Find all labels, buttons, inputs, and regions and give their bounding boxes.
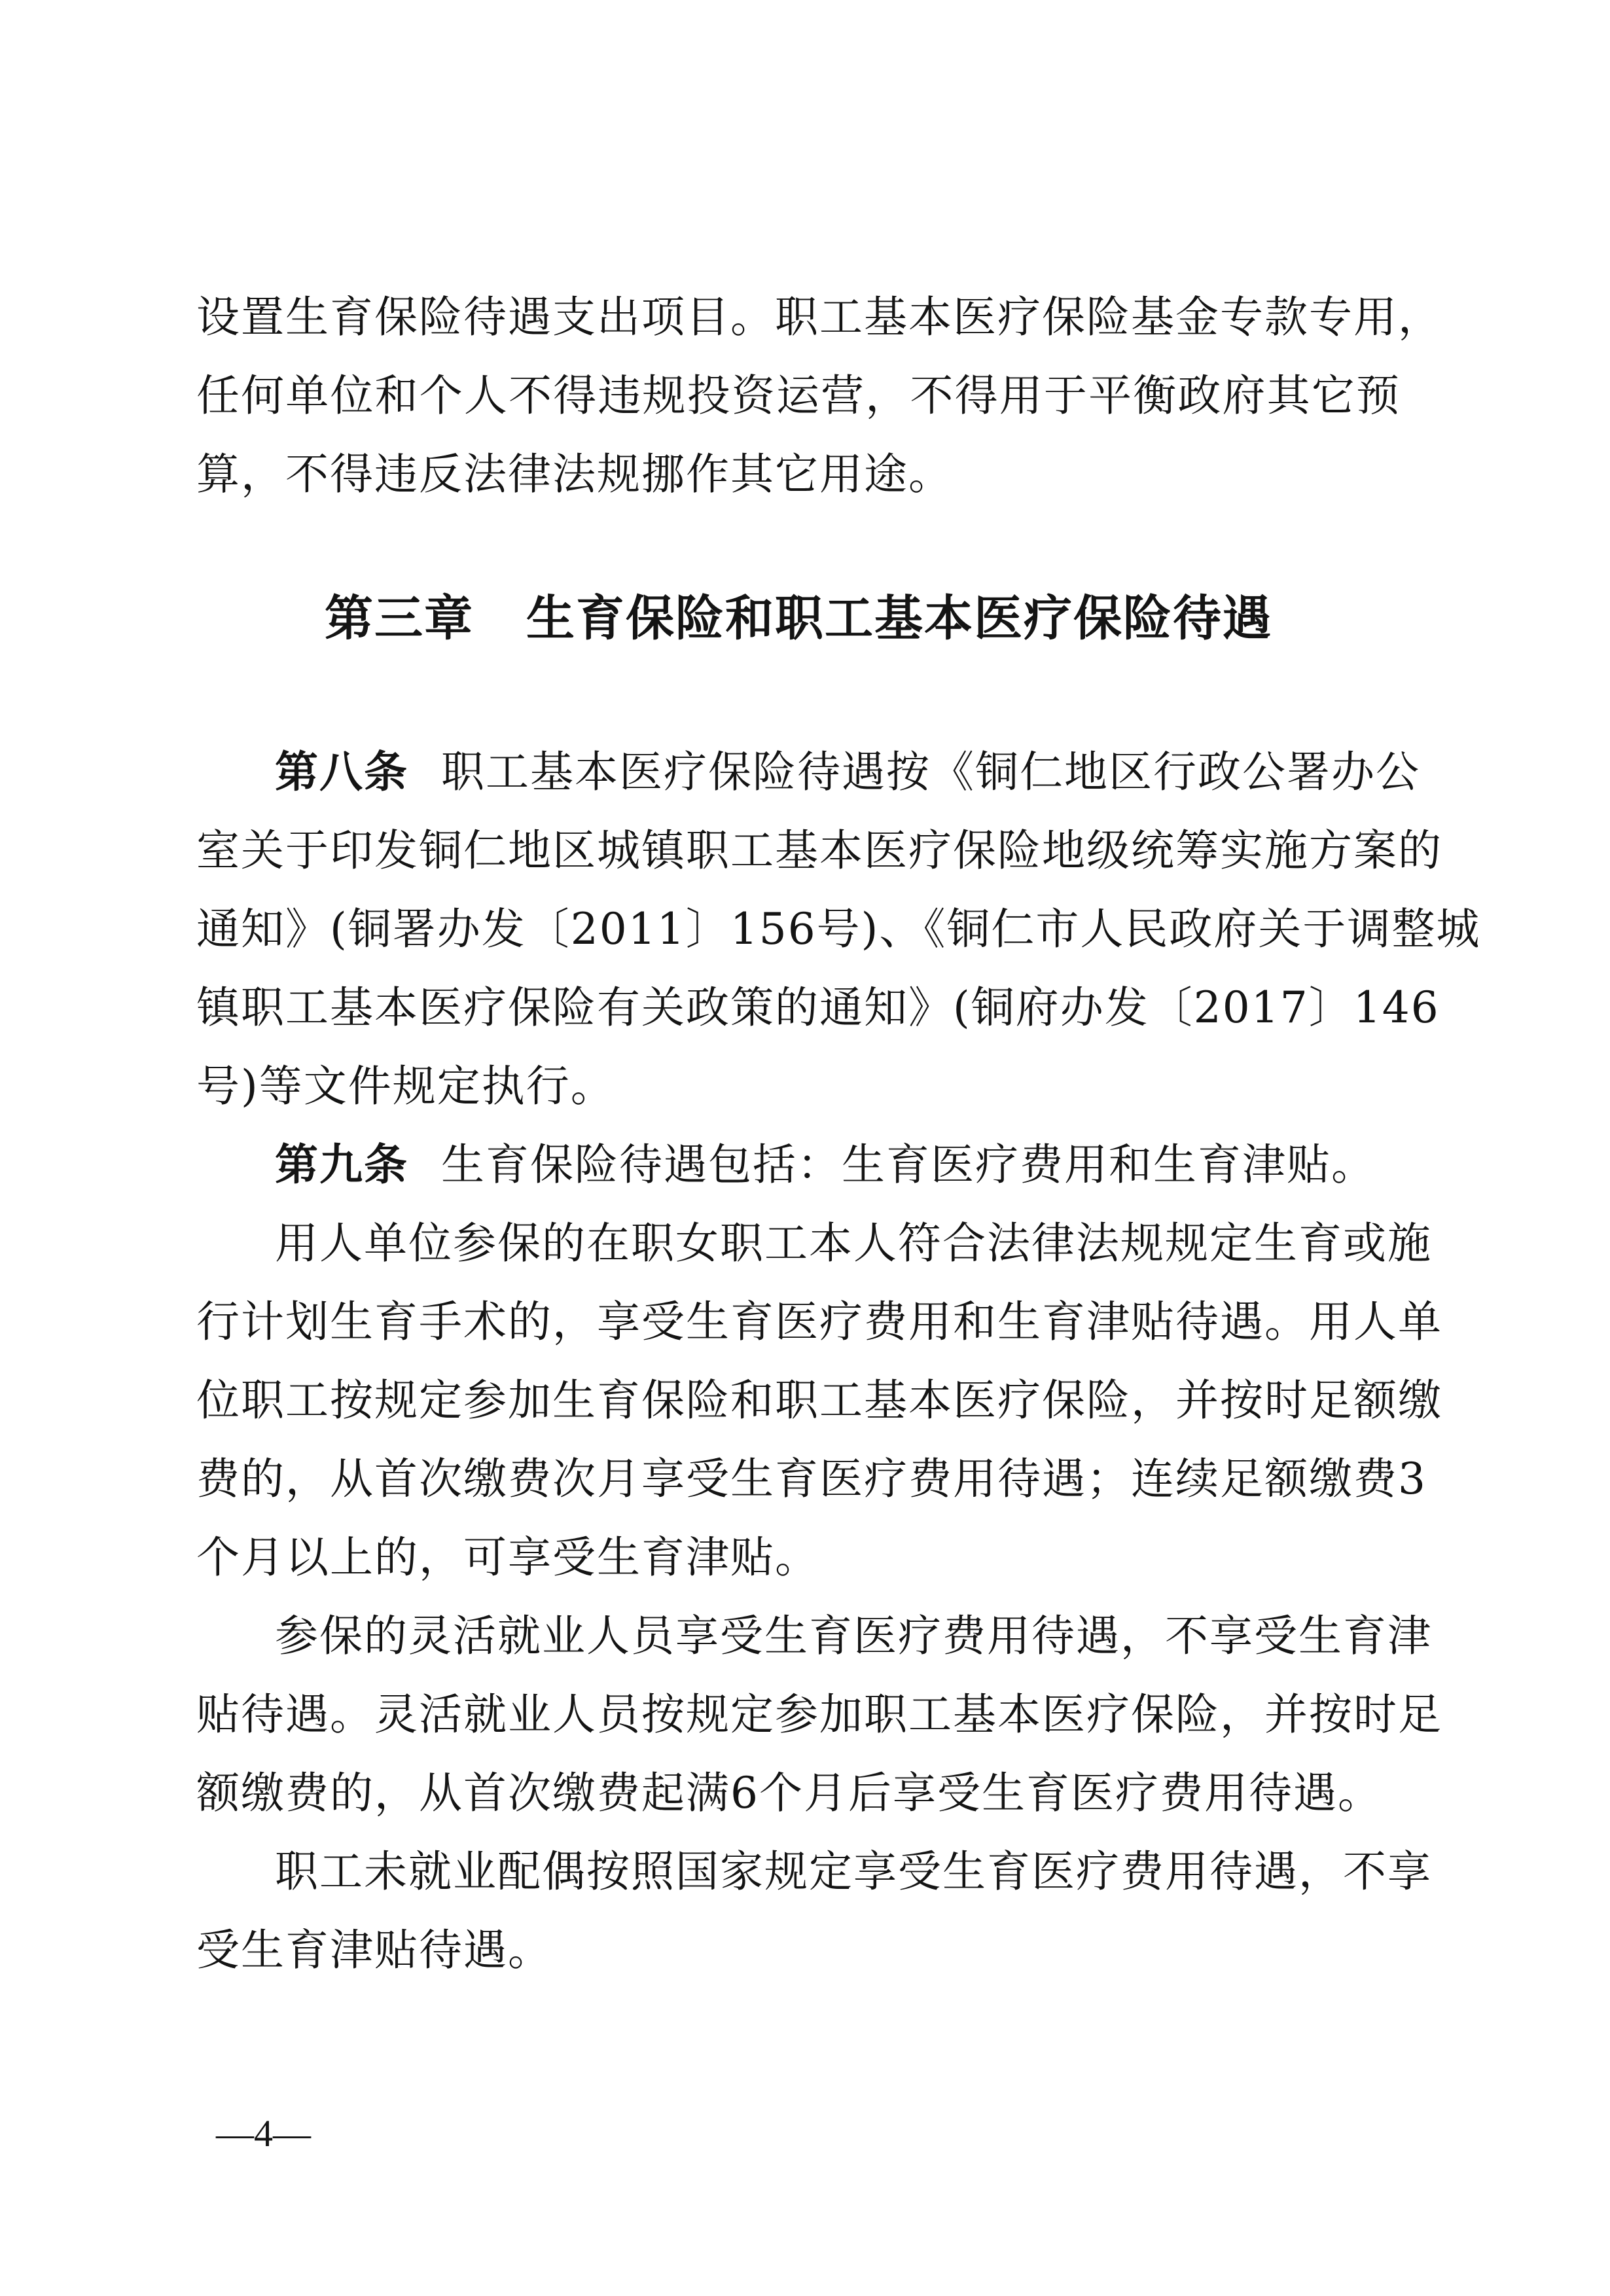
text-line: 通知》(铜署办发〔2011〕156号)、《铜仁市人民政府关于调整城 <box>196 904 1481 954</box>
text-line: 费的，从首次缴费次月享受生育医疗费用待遇；连续足额缴费3 <box>196 1454 1427 1504</box>
text-line: 职工未就业配偶按照国家规定享受生育医疗费用待遇，不享 <box>275 1846 1432 1897</box>
text-line: 行计划生育手术的，享受生育医疗费用和生育津贴待遇。用人单 <box>196 1297 1442 1347</box>
text-line: 号)等文件规定执行。 <box>196 1061 615 1111</box>
text-line: 镇职工基本医疗保险有关政策的通知》(铜府办发〔2017〕146 <box>196 982 1440 1033</box>
text-line: 室关于印发铜仁地区城镇职工基本医疗保险地级统筹实施方案的 <box>196 825 1442 876</box>
text-line: 贴待遇。灵活就业人员按规定参加职工基本医疗保险，并按时足 <box>196 1689 1442 1740</box>
article-9-first-line <box>275 1136 1401 1194</box>
text-line: 位职工按规定参加生育保险和职工基本医疗保险，并按时足额缴 <box>196 1375 1442 1426</box>
article-9-label: 第九条 <box>275 1139 408 1190</box>
text-line: 用人单位参保的在职女职工本人符合法律法规规定生育或施 <box>275 1218 1432 1268</box>
text-line: 算，不得违反法律法规挪作其它用途。 <box>196 449 953 499</box>
text-line: 参保的灵活就业人员享受生育医疗费用待遇，不享受生育津 <box>275 1611 1432 1661</box>
article-8-first-line <box>275 743 1420 802</box>
text-line: 任何单位和个人不得违规投资运营，不得用于平衡政府其它预 <box>196 370 1401 421</box>
text-line: 个月以上的，可享受生育津贴。 <box>196 1532 819 1583</box>
text-line: 受生育津贴待遇。 <box>196 1925 552 1975</box>
page-number: —4— <box>216 2112 311 2155</box>
article-8-label: 第八条 <box>275 747 408 797</box>
article-8-first-text: 职工基本医疗保险待遇按《铜仁地区行政公署办公 <box>441 747 1420 797</box>
chapter-number: 第三章 <box>325 590 474 647</box>
chapter-title: 生育保险和职工基本医疗保险待遇 <box>526 590 1272 647</box>
chapter-heading <box>196 586 1401 651</box>
text-line: 设置生育保险待遇支出项目。职工基本医疗保险基金专款专用， <box>196 292 1442 342</box>
text-line: 额缴费的，从首次缴费起满6个月后享受生育医疗费用待遇。 <box>196 1768 1382 1818</box>
article-9-first-text: 生育保险待遇包括：生育医疗费用和生育津贴。 <box>441 1139 1376 1190</box>
